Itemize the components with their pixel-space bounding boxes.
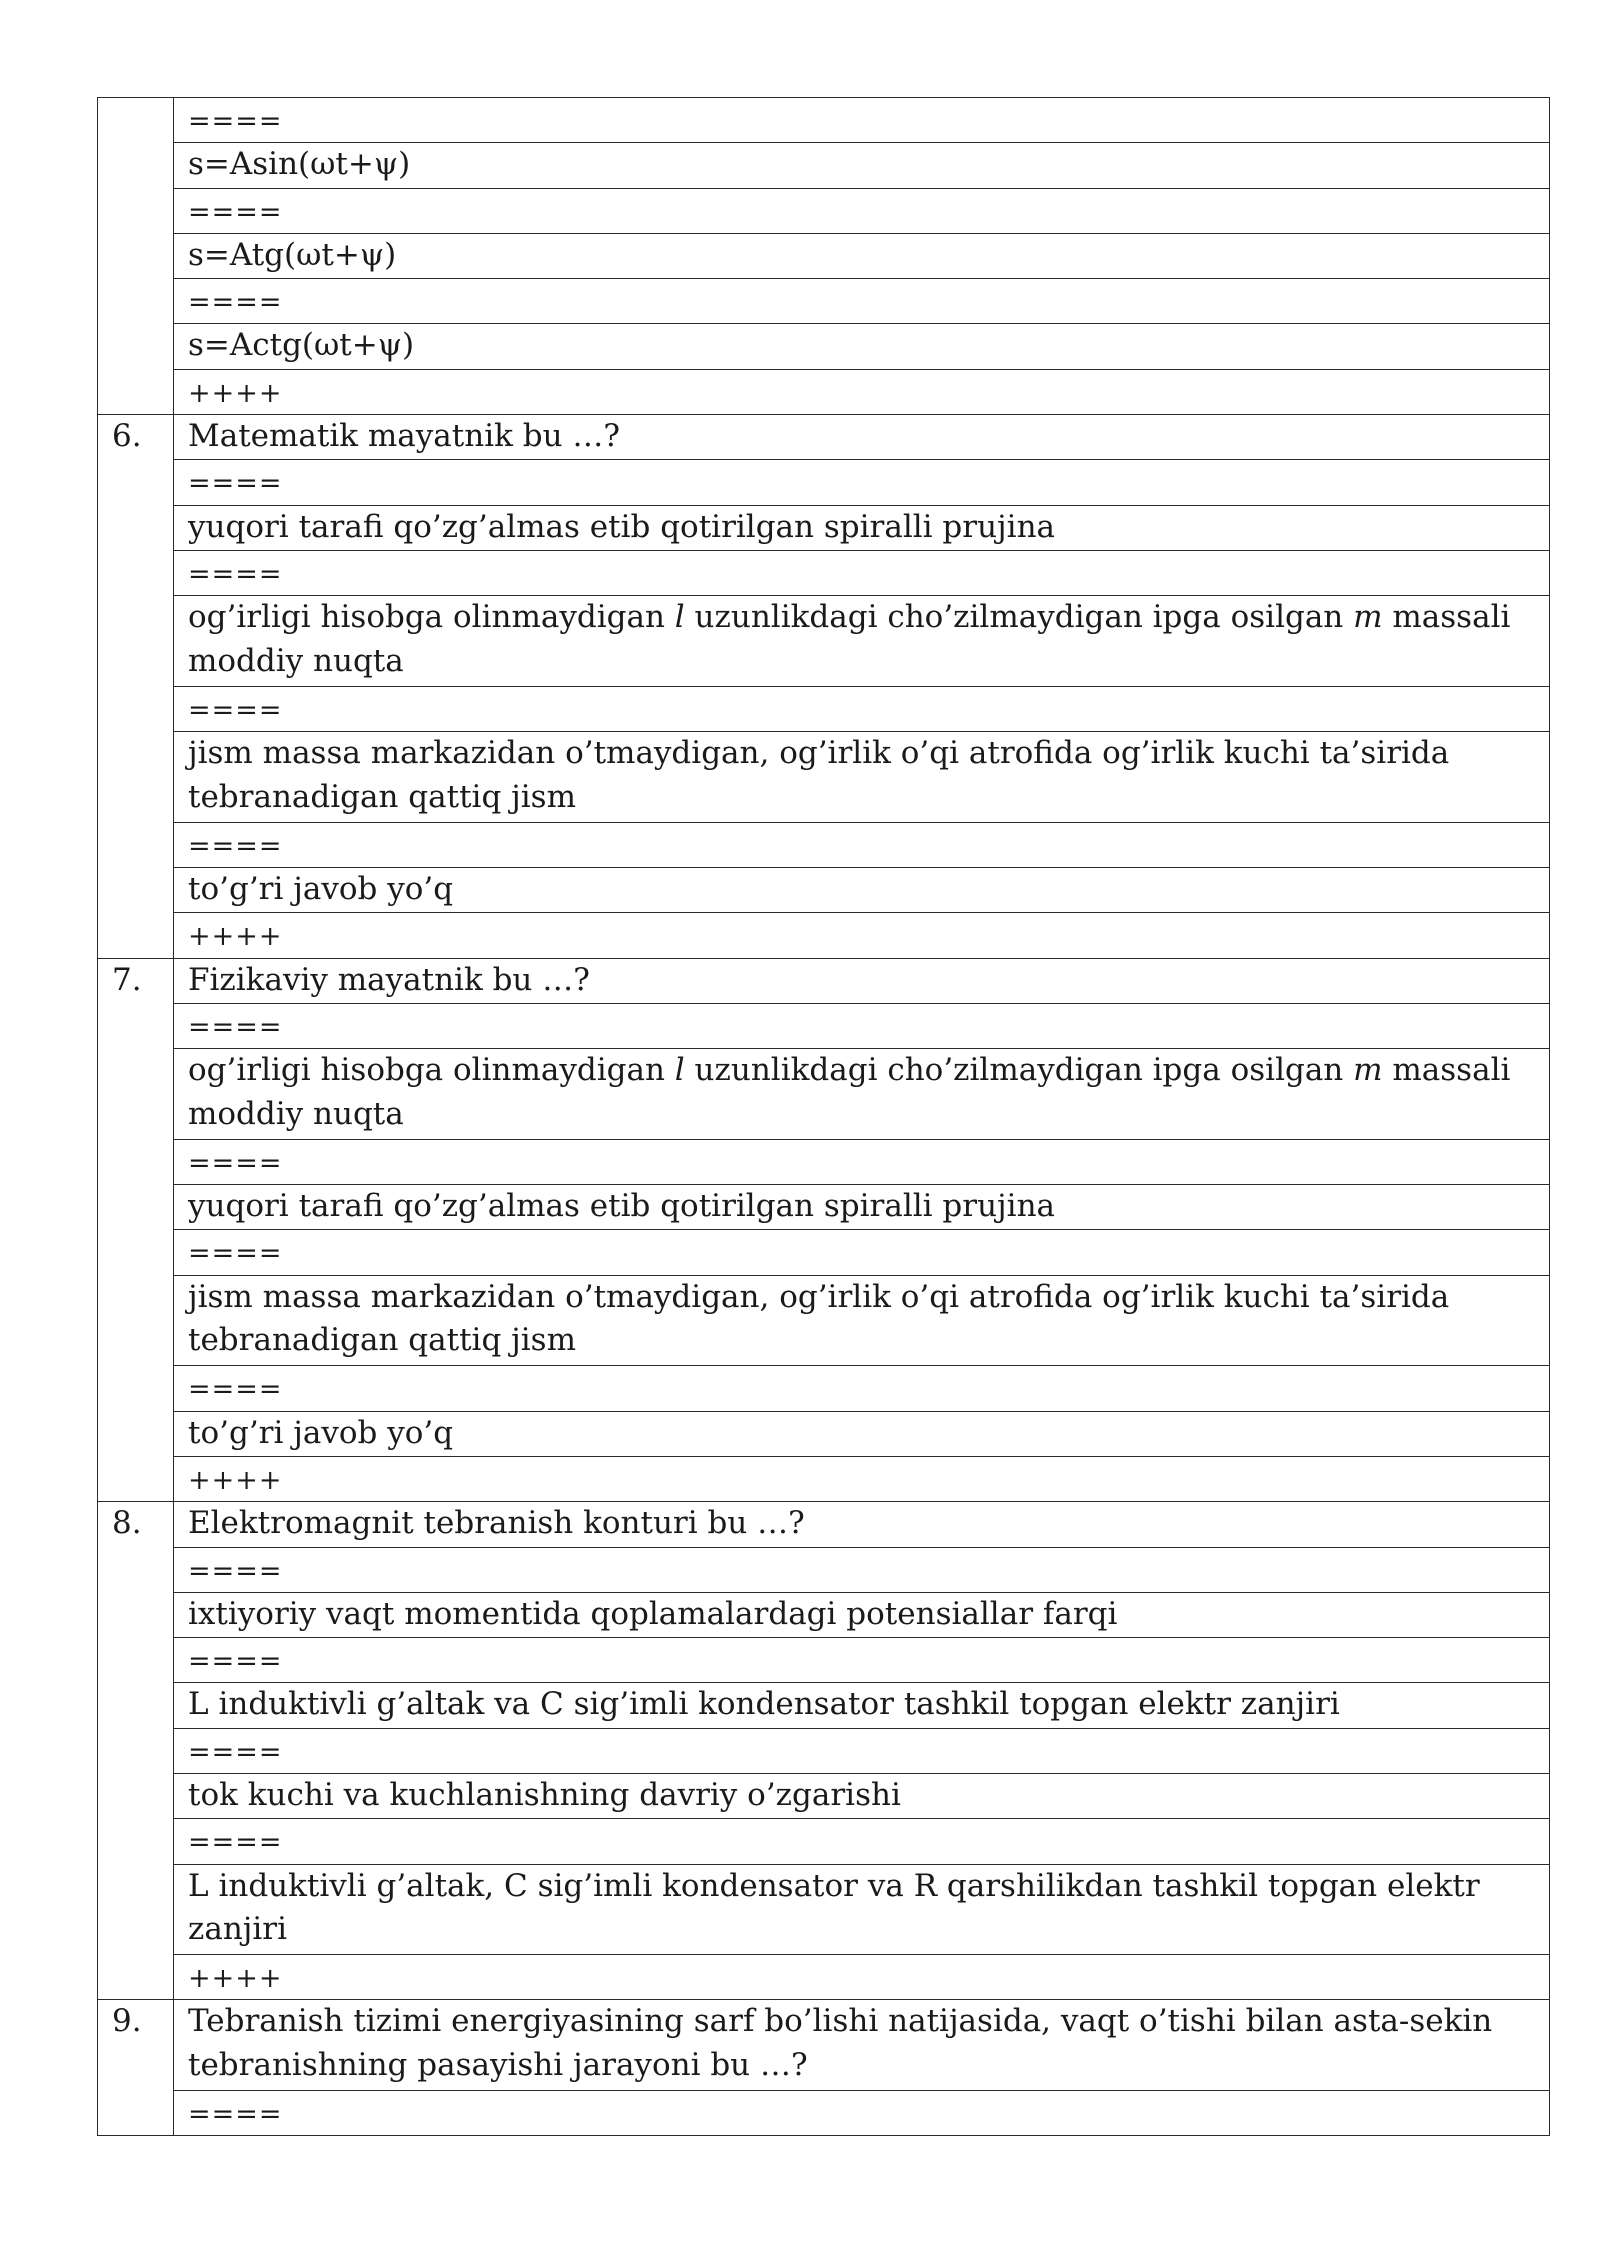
separator-marker: ==== xyxy=(174,1638,1550,1683)
question-number: 6. xyxy=(98,415,174,959)
table-row xyxy=(98,1773,1550,1818)
question-number: 8. xyxy=(98,1502,174,2000)
separator-marker: ==== xyxy=(174,1728,1550,1773)
option-text-part: uzunlikdagi cho’zilmaydigan ipga osilgan xyxy=(684,599,1354,636)
separator-marker: ==== xyxy=(174,550,1550,595)
italic-variable: m xyxy=(1353,599,1383,636)
answer-option: yuqori tarafi qo’zg’almas etib qotirilgan spiralli prujina xyxy=(174,505,1550,550)
table-row xyxy=(98,1638,1550,1683)
answer-option: s=Asin(ωt+ψ) xyxy=(174,143,1550,188)
italic-variable: l xyxy=(674,1052,685,1089)
answer-option: s=Actg(ωt+ψ) xyxy=(174,324,1550,369)
separator-marker: ==== xyxy=(174,2091,1550,2136)
separator-marker: ==== xyxy=(174,1139,1550,1184)
option-text-part: og’irligi hisobga olinmaydigan xyxy=(188,1052,675,1089)
answer-option: jism massa markazidan o’tmaydigan, og’irlik o’qi atrofida og’irlik kuchi ta’sirida tebranadigan qattiq jism xyxy=(174,1275,1550,1366)
option-text-part: massali moddiy nuqta xyxy=(188,599,1511,679)
table-row xyxy=(98,732,1550,823)
separator-marker: ==== xyxy=(174,1819,1550,1864)
table-row xyxy=(98,822,1550,867)
separator-marker: ==== xyxy=(174,98,1550,143)
table-row xyxy=(98,1728,1550,1773)
answer-option: tok kuchi va kuchlanishning davriy o’zgarishi xyxy=(174,1773,1550,1818)
table-row xyxy=(98,415,1550,460)
separator-marker: ++++ xyxy=(174,1456,1550,1501)
option-text-part: uzunlikdagi cho’zilmaydigan ipga osilgan xyxy=(684,1052,1354,1089)
table-row xyxy=(98,324,1550,369)
table-row xyxy=(98,1049,1550,1140)
question-number: 9. xyxy=(98,2000,174,2136)
quiz-table-body xyxy=(98,98,1550,2136)
table-row xyxy=(98,98,1550,143)
question-number: 7. xyxy=(98,958,174,1502)
separator-marker: ==== xyxy=(174,1003,1550,1048)
answer-option: jism massa markazidan o’tmaydigan, og’irlik o’qi atrofida og’irlik kuchi ta’sirida tebranadigan qattiq jism xyxy=(174,732,1550,823)
option-text-part: og’irligi hisobga olinmaydigan xyxy=(188,599,675,636)
table-row xyxy=(98,868,1550,913)
table-row xyxy=(98,233,1550,278)
answer-option: yuqori tarafi qo’zg’almas etib qotirilgan spiralli prujina xyxy=(174,1185,1550,1230)
table-row xyxy=(98,279,1550,324)
separator-marker: ++++ xyxy=(174,369,1550,414)
separator-marker: ==== xyxy=(174,1230,1550,1275)
table-row xyxy=(98,550,1550,595)
table-row xyxy=(98,1003,1550,1048)
table-row xyxy=(98,1456,1550,1501)
question-text: Elektromagnit tebranish konturi bu …? xyxy=(174,1502,1550,1547)
table-row xyxy=(98,1275,1550,1366)
table-row xyxy=(98,1547,1550,1592)
table-row xyxy=(98,505,1550,550)
table-row xyxy=(98,1592,1550,1637)
separator-marker: ==== xyxy=(174,188,1550,233)
table-row xyxy=(98,1502,1550,1547)
table-row xyxy=(98,188,1550,233)
separator-marker: ==== xyxy=(174,686,1550,731)
answer-option: s=Atg(ωt+ψ) xyxy=(174,233,1550,278)
question-text: Matematik mayatnik bu …? xyxy=(174,415,1550,460)
table-row xyxy=(98,1185,1550,1230)
separator-marker: ++++ xyxy=(174,1955,1550,2000)
question-text: Fizikaviy mayatnik bu …? xyxy=(174,958,1550,1003)
quiz-table xyxy=(97,97,1550,2136)
answer-option: to’g’ri javob yo’q xyxy=(174,868,1550,913)
table-row xyxy=(98,1411,1550,1456)
question-number xyxy=(98,98,174,415)
table-row xyxy=(98,596,1550,687)
table-row xyxy=(98,1139,1550,1184)
question-text: Tebranish tizimi energiyasining sarf bo’lishi natijasida, vaqt o’tishi bilan asta-sekin tebranishning pasayishi jarayoni bu …? xyxy=(174,2000,1550,2091)
answer-option xyxy=(174,596,1550,687)
separator-marker: ==== xyxy=(174,1547,1550,1592)
table-row xyxy=(98,2000,1550,2091)
table-row xyxy=(98,686,1550,731)
table-row xyxy=(98,2091,1550,2136)
answer-option: L induktivli g’altak, C sig’imli kondensator va R qarshilikdan tashkil topgan elektr zanjiri xyxy=(174,1864,1550,1955)
option-text-part: massali moddiy nuqta xyxy=(188,1052,1511,1132)
table-row xyxy=(98,1819,1550,1864)
table-row xyxy=(98,958,1550,1003)
separator-marker: ==== xyxy=(174,279,1550,324)
table-row xyxy=(98,1683,1550,1728)
table-row xyxy=(98,1864,1550,1955)
table-row xyxy=(98,1366,1550,1411)
table-row xyxy=(98,143,1550,188)
answer-option: L induktivli g’altak va C sig’imli kondensator tashkil topgan elektr zanjiri xyxy=(174,1683,1550,1728)
separator-marker: ==== xyxy=(174,1366,1550,1411)
separator-marker: ==== xyxy=(174,460,1550,505)
italic-variable: m xyxy=(1353,1052,1383,1089)
table-row xyxy=(98,460,1550,505)
answer-option: to’g’ri javob yo’q xyxy=(174,1411,1550,1456)
separator-marker: ==== xyxy=(174,822,1550,867)
answer-option xyxy=(174,1049,1550,1140)
table-row xyxy=(98,913,1550,958)
table-row xyxy=(98,1230,1550,1275)
table-row xyxy=(98,1955,1550,2000)
italic-variable: l xyxy=(674,599,685,636)
answer-option: ixtiyoriy vaqt momentida qoplamalardagi potensiallar farqi xyxy=(174,1592,1550,1637)
table-row xyxy=(98,369,1550,414)
separator-marker: ++++ xyxy=(174,913,1550,958)
